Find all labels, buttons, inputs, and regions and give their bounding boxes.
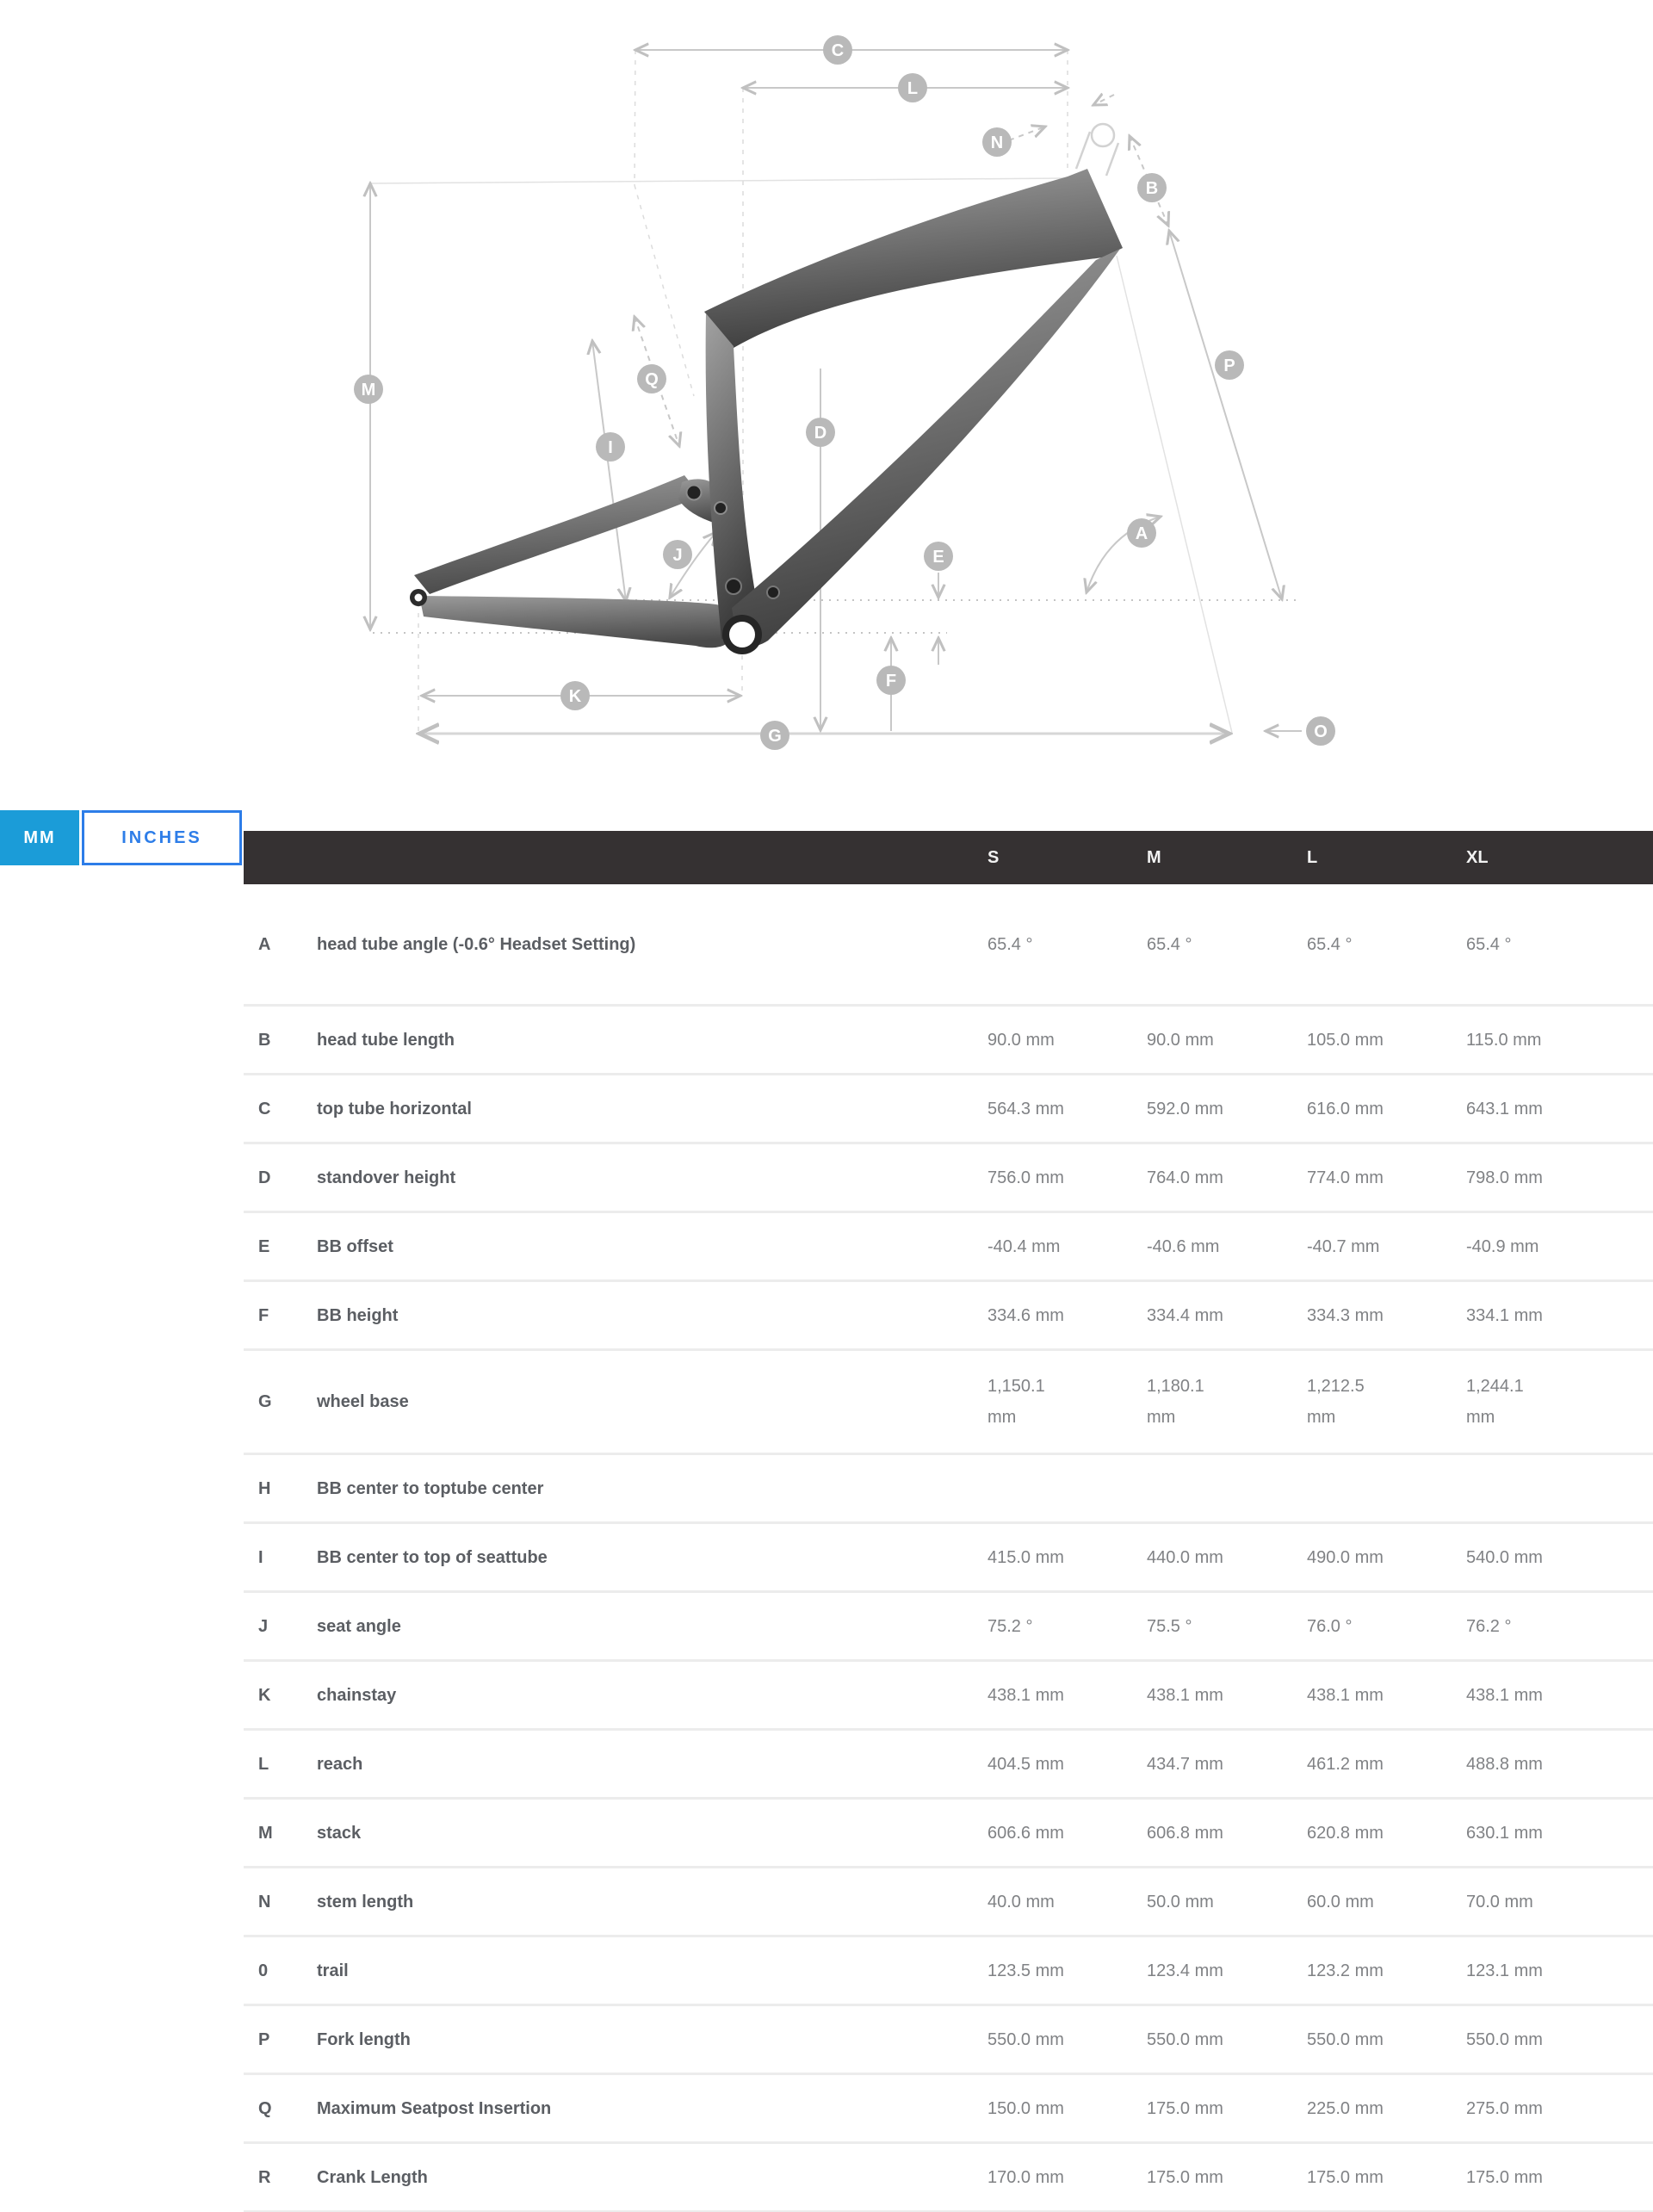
column-header-m: M [1147,847,1161,867]
row-value: 75.5 ° [1147,1616,1192,1636]
row-letter: D [258,1168,271,1187]
row-value: 334.4 mm [1147,1305,1223,1325]
row-letter: A [258,934,271,954]
table-row [244,1007,1653,1075]
diagram-label-letter: B [1145,179,1159,199]
row-value: 550.0 mm [1147,2029,1223,2049]
link-bolt-lower-icon [715,502,727,514]
row-value: 76.0 ° [1307,1616,1353,1636]
row-label: head tube length [317,1030,455,1050]
table-header [244,831,1653,884]
diagram-label-letter: G [768,727,782,747]
row-value: 564.3 mm [987,1099,1064,1118]
bike-chainstay [419,596,734,647]
row-value: 756.0 mm [987,1168,1064,1187]
bike-seatstay [414,475,701,594]
row-label: top tube horizontal [317,1099,472,1118]
row-letter: M [258,1823,273,1843]
row-value: 334.6 mm [987,1305,1064,1325]
pivot-bolt-left-icon [726,579,741,594]
row-label: stack [317,1823,362,1843]
row-value: -40.7 mm [1307,1236,1380,1256]
column-header-l: L [1307,847,1318,867]
row-value: 540.0 mm [1466,1547,1543,1567]
diagram-label-letter: C [831,41,845,61]
diagram-label-d [806,418,835,447]
row-value: 70.0 mm [1466,1892,1533,1911]
row-value: 123.1 mm [1466,1961,1543,1980]
row-value: -40.9 mm [1466,1236,1539,1256]
row-value: 592.0 mm [1147,1099,1223,1118]
row-value: 123.2 mm [1307,1961,1384,1980]
table-row [244,1075,1653,1144]
row-value: 65.4 ° [1466,934,1512,954]
row-value: 175.0 mm [1466,2167,1543,2187]
diagram-label-letter: K [568,687,582,707]
diagram-label-i [596,432,625,462]
row-value: 490.0 mm [1307,1547,1384,1567]
table-row [244,1731,1653,1800]
table-row [244,2144,1653,2212]
bb-hole-icon [729,622,755,647]
row-letter: E [258,1236,270,1256]
diagram-label-letter: D [814,424,827,443]
mm-toggle-button[interactable]: MM [0,810,79,865]
diagram-label-b [1137,173,1167,202]
geometry-table [244,831,1653,2212]
table-row [244,1593,1653,1662]
table-row [244,1351,1653,1455]
row-value: 798.0 mm [1466,1168,1543,1187]
dim-line-i [592,341,626,601]
row-value: 175.0 mm [1147,2167,1223,2187]
row-letter: P [258,2029,270,2049]
row-value: 643.1 mm [1466,1099,1543,1118]
row-letter: R [258,2167,271,2187]
row-letter: 0 [258,1961,269,1980]
row-value: 616.0 mm [1307,1099,1384,1118]
diagram-label-o [1306,716,1335,746]
row-label: standover height [317,1168,456,1187]
diagram-label-f [876,666,906,695]
row-value: 76.2 ° [1466,1616,1512,1636]
diagram-label-letter: P [1223,356,1235,376]
row-value: 123.5 mm [987,1961,1064,1980]
row-label: reach [317,1754,363,1774]
pivot-bolt-right-icon [767,586,779,598]
table-row [244,884,1653,1007]
diagram-label-m [354,375,383,404]
diagram-label-p [1215,350,1244,380]
row-value: 50.0 mm [1147,1892,1214,1911]
column-header-xl: XL [1466,847,1489,867]
table-row [244,2075,1653,2144]
row-label: Crank Length [317,2167,428,2187]
diagram-label-j [663,540,692,569]
row-letter: G [258,1392,272,1411]
row-value: 334.1 mm [1466,1305,1543,1325]
diagram-label-c [823,35,852,65]
diagram-label-n [982,127,1012,157]
row-value: 75.2 ° [987,1616,1033,1636]
table-row [244,1524,1653,1593]
diagram-label-k [560,681,590,710]
table-row [244,1455,1653,1524]
row-label: seat angle [317,1616,401,1636]
row-value: 90.0 mm [987,1030,1055,1050]
dim-line-n1 [1009,127,1045,140]
row-value: 65.4 ° [987,934,1033,954]
row-value: 774.0 mm [1307,1168,1384,1187]
row-label: Fork length [317,2029,411,2049]
row-value: -40.4 mm [987,1236,1061,1256]
table-row [244,1144,1653,1213]
row-value: 550.0 mm [987,2029,1064,2049]
row-value: 461.2 mm [1307,1754,1384,1774]
row-letter: I [258,1547,263,1567]
row-value: 115.0 mm [1466,1030,1542,1050]
diagram-label-letter: J [672,546,683,566]
diagram-label-letter: M [361,381,376,400]
handlebar-ghost-icon [1092,124,1114,146]
diagram-label-letter: Q [645,370,659,390]
diagram-label-letter: E [932,548,944,567]
row-letter: N [258,1892,271,1911]
diagram-label-letter: N [990,133,1004,153]
row-value: 175.0 mm [1307,2167,1384,2187]
row-value: 1,180.1 mm [1147,1377,1204,1427]
diagram-label-letter: O [1314,722,1328,742]
row-value: -40.6 mm [1147,1236,1220,1256]
row-letter: L [258,1754,269,1774]
row-value: 488.8 mm [1466,1754,1543,1774]
row-value: 105.0 mm [1307,1030,1384,1050]
row-value: 65.4 ° [1147,934,1192,954]
row-letter: B [258,1030,271,1050]
inches-toggle-button[interactable]: INCHES [82,810,242,865]
diagram-label-e [924,542,953,571]
row-value: 550.0 mm [1466,2029,1543,2049]
row-value: 630.1 mm [1466,1823,1543,1843]
row-value: 175.0 mm [1147,2098,1223,2118]
row-value: 550.0 mm [1307,2029,1384,2049]
table-body [244,884,1653,2212]
row-value: 404.5 mm [987,1754,1064,1774]
seat-axis-ref-line [635,185,694,396]
diagram-label-q [637,364,666,393]
diagram-label-letter: A [1135,524,1148,544]
table-row [244,1937,1653,2006]
table-row [244,2006,1653,2075]
diagram-label-g [760,721,789,750]
row-value: 275.0 mm [1466,2098,1543,2118]
row-value: 438.1 mm [1147,1685,1223,1705]
link-bolt-upper-icon [687,486,702,500]
row-value: 415.0 mm [987,1547,1064,1567]
row-value: 225.0 mm [1307,2098,1384,2118]
row-value: 1,150.1 mm [987,1377,1045,1427]
table-row [244,1868,1653,1937]
row-value: 438.1 mm [987,1685,1064,1705]
row-value: 150.0 mm [987,2098,1064,2118]
stem-ghost-line-2 [1106,143,1118,176]
row-label: trail [317,1961,349,1980]
row-value: 764.0 mm [1147,1168,1223,1187]
row-label: head tube angle (-0.6° Headset Setting) [317,934,636,954]
table-row [244,1662,1653,1731]
table-row [244,1213,1653,1282]
row-letter: K [258,1685,271,1705]
row-label: BB center to toptube center [317,1478,544,1498]
row-label: BB height [317,1305,399,1325]
row-value: 606.8 mm [1147,1823,1223,1843]
row-value: 90.0 mm [1147,1030,1214,1050]
dropout-hole-icon [415,594,423,602]
diagram-label-letter: L [907,79,919,99]
row-value: 440.0 mm [1147,1547,1223,1567]
row-value: 434.7 mm [1147,1754,1223,1774]
steering-axis-line [1117,256,1232,733]
row-letter: H [258,1478,271,1498]
stack-top-ref-line [370,178,1064,183]
row-value: 620.8 mm [1307,1823,1384,1843]
row-value: 1,244.1 mm [1466,1377,1524,1427]
dim-line-n2 [1093,95,1114,105]
diagram-label-letter: F [885,672,897,691]
row-value: 60.0 mm [1307,1892,1374,1911]
stem-ghost-line-1 [1076,132,1090,169]
row-value: 438.1 mm [1466,1685,1543,1705]
table-row [244,1800,1653,1868]
table-row [244,1282,1653,1351]
row-letter: F [258,1305,269,1325]
geometry-diagram [0,0,1653,809]
row-value: 170.0 mm [987,2167,1064,2187]
diagram-label-a [1127,518,1156,548]
row-value: 438.1 mm [1307,1685,1384,1705]
row-value: 334.3 mm [1307,1305,1384,1325]
row-label: wheel base [317,1392,409,1411]
row-value: 1,212.5 mm [1307,1377,1365,1427]
row-value: 606.6 mm [987,1823,1064,1843]
diagram-label-letter: I [608,438,613,458]
row-label: stem length [317,1892,414,1911]
row-label: chainstay [317,1685,397,1705]
row-label: BB center to top of seattube [317,1547,548,1567]
column-header-s: S [987,847,1000,867]
row-letter: C [258,1099,271,1118]
row-label: BB offset [317,1236,393,1256]
row-letter: J [258,1616,269,1636]
diagram-label-l [898,73,927,102]
row-value: 40.0 mm [987,1892,1055,1911]
row-value: 65.4 ° [1307,934,1353,954]
row-value: 123.4 mm [1147,1961,1223,1980]
row-letter: Q [258,2098,272,2118]
row-label: Maximum Seatpost Insertion [317,2098,552,2118]
